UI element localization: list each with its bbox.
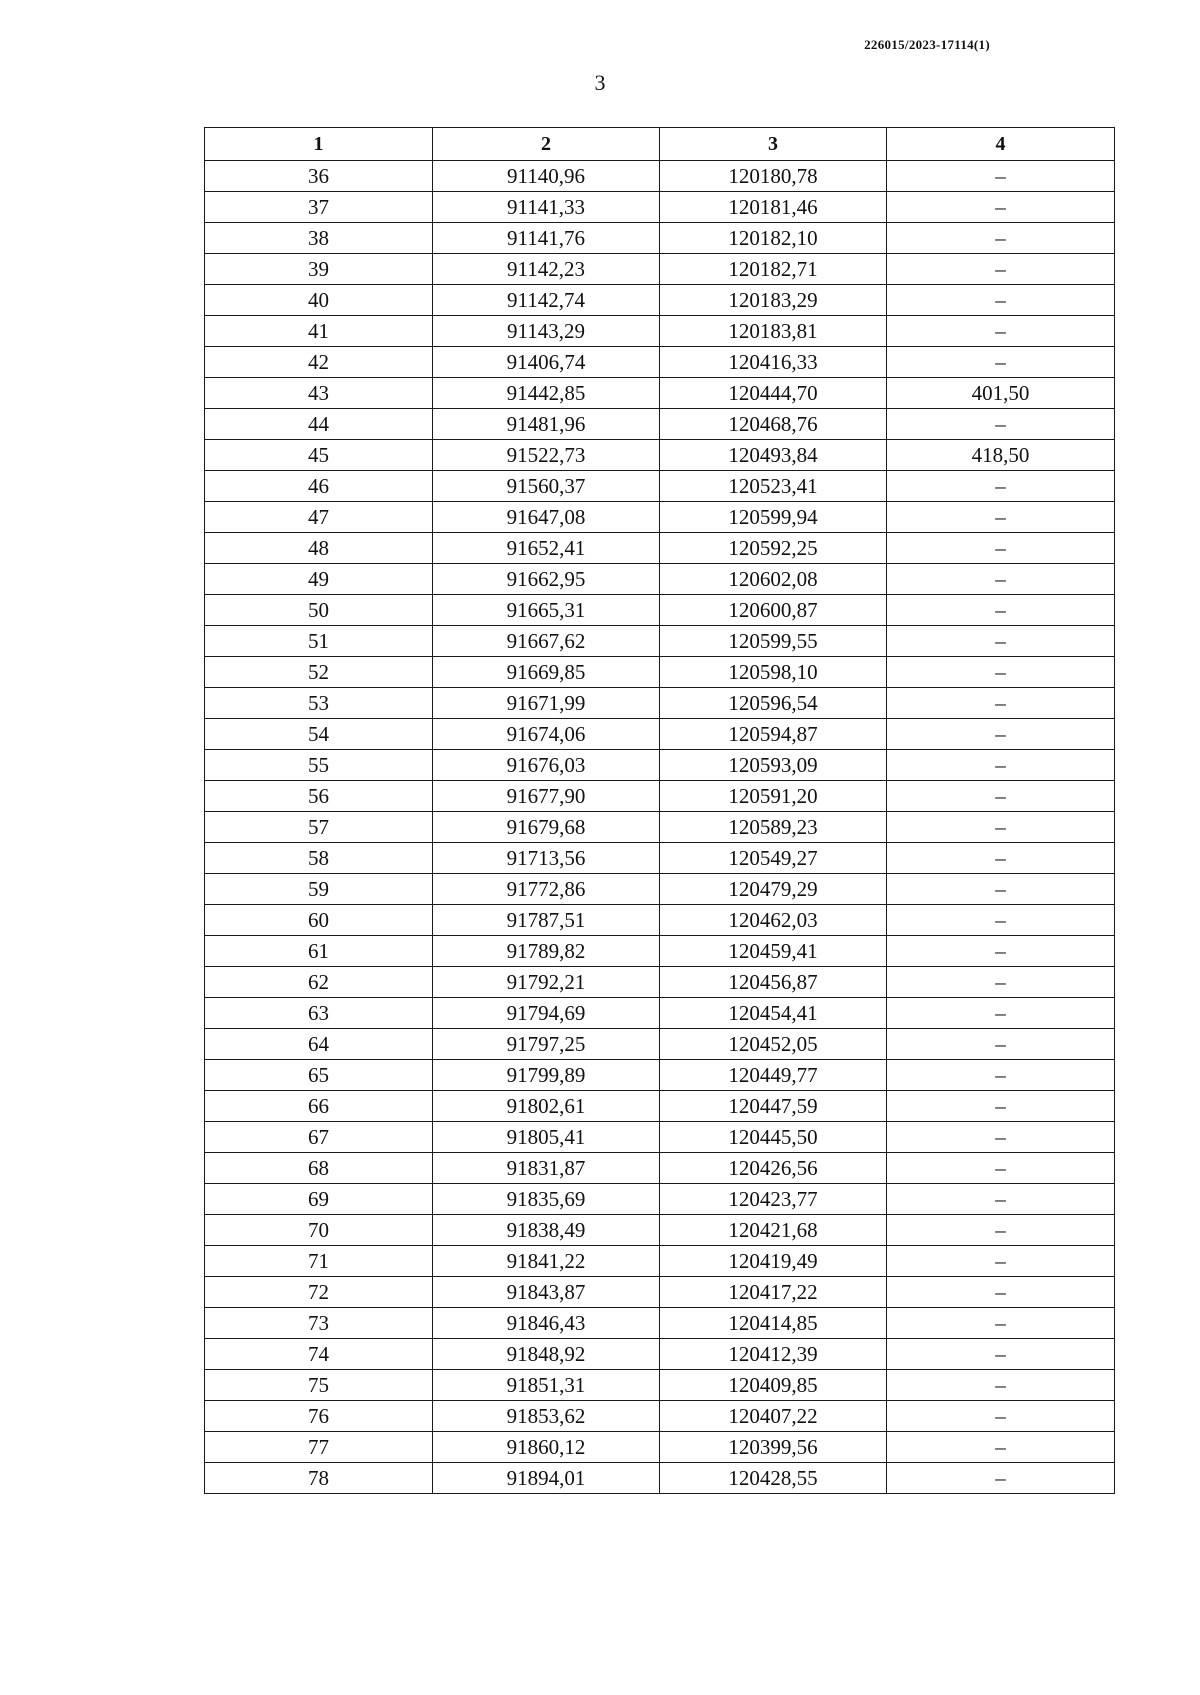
distance-cell: – xyxy=(887,1184,1115,1215)
y-coordinate-cell: 120449,77 xyxy=(660,1060,887,1091)
distance-cell: – xyxy=(887,192,1115,223)
y-coordinate-cell: 120407,22 xyxy=(660,1401,887,1432)
x-coordinate-cell: 91676,03 xyxy=(433,750,660,781)
distance-cell: – xyxy=(887,781,1115,812)
point-number-cell: 67 xyxy=(205,1122,433,1153)
point-number-cell: 75 xyxy=(205,1370,433,1401)
table-row xyxy=(205,1339,1115,1370)
distance-cell: – xyxy=(887,1246,1115,1277)
point-number-cell: 55 xyxy=(205,750,433,781)
distance-cell: – xyxy=(887,161,1115,192)
y-coordinate-cell: 120468,76 xyxy=(660,409,887,440)
page-number: 3 xyxy=(594,70,606,95)
distance-cell: – xyxy=(887,657,1115,688)
x-coordinate-cell: 91713,56 xyxy=(433,843,660,874)
table-row xyxy=(205,1432,1115,1463)
point-number-cell: 39 xyxy=(205,254,433,285)
distance-cell: – xyxy=(887,1370,1115,1401)
y-coordinate-cell: 120183,29 xyxy=(660,285,887,316)
x-coordinate-cell: 91141,33 xyxy=(433,192,660,223)
x-coordinate-cell: 91481,96 xyxy=(433,409,660,440)
table-row xyxy=(205,595,1115,626)
x-coordinate-cell: 91671,99 xyxy=(433,688,660,719)
distance-cell: – xyxy=(887,471,1115,502)
y-coordinate-cell: 120593,09 xyxy=(660,750,887,781)
point-number-cell: 45 xyxy=(205,440,433,471)
y-coordinate-cell: 120602,08 xyxy=(660,564,887,595)
x-coordinate-cell: 91406,74 xyxy=(433,347,660,378)
distance-cell: – xyxy=(887,967,1115,998)
y-coordinate-cell: 120596,54 xyxy=(660,688,887,719)
distance-cell: – xyxy=(887,626,1115,657)
distance-cell: – xyxy=(887,595,1115,626)
y-coordinate-cell: 120594,87 xyxy=(660,719,887,750)
x-coordinate-cell: 91853,62 xyxy=(433,1401,660,1432)
table-row xyxy=(205,626,1115,657)
table-row xyxy=(205,1060,1115,1091)
table-row xyxy=(205,316,1115,347)
distance-cell: – xyxy=(887,1463,1115,1494)
y-coordinate-cell: 120426,56 xyxy=(660,1153,887,1184)
point-number-cell: 69 xyxy=(205,1184,433,1215)
distance-cell: – xyxy=(887,409,1115,440)
distance-cell: – xyxy=(887,874,1115,905)
x-coordinate-cell: 91142,74 xyxy=(433,285,660,316)
table-row xyxy=(205,905,1115,936)
x-coordinate-cell: 91841,22 xyxy=(433,1246,660,1277)
y-coordinate-cell: 120479,29 xyxy=(660,874,887,905)
point-number-cell: 73 xyxy=(205,1308,433,1339)
x-coordinate-cell: 91843,87 xyxy=(433,1277,660,1308)
distance-cell: 418,50 xyxy=(887,440,1115,471)
distance-cell: – xyxy=(887,905,1115,936)
x-coordinate-cell: 91838,49 xyxy=(433,1215,660,1246)
x-coordinate-cell: 91647,08 xyxy=(433,502,660,533)
x-coordinate-cell: 91894,01 xyxy=(433,1463,660,1494)
x-coordinate-cell: 91442,85 xyxy=(433,378,660,409)
x-coordinate-cell: 91787,51 xyxy=(433,905,660,936)
point-number-cell: 40 xyxy=(205,285,433,316)
distance-cell: – xyxy=(887,1401,1115,1432)
distance-cell: – xyxy=(887,998,1115,1029)
y-coordinate-cell: 120493,84 xyxy=(660,440,887,471)
distance-cell: – xyxy=(887,1339,1115,1370)
point-number-cell: 60 xyxy=(205,905,433,936)
distance-cell: – xyxy=(887,502,1115,533)
table-row xyxy=(205,1277,1115,1308)
point-number-cell: 49 xyxy=(205,564,433,595)
table-row xyxy=(205,1215,1115,1246)
y-coordinate-cell: 120183,81 xyxy=(660,316,887,347)
distance-cell: – xyxy=(887,719,1115,750)
distance-cell: – xyxy=(887,1091,1115,1122)
y-coordinate-cell: 120414,85 xyxy=(660,1308,887,1339)
distance-cell: – xyxy=(887,812,1115,843)
table-row xyxy=(205,1184,1115,1215)
point-number-cell: 50 xyxy=(205,595,433,626)
point-number-cell: 54 xyxy=(205,719,433,750)
x-coordinate-cell: 91662,95 xyxy=(433,564,660,595)
distance-cell: – xyxy=(887,936,1115,967)
table-row xyxy=(205,936,1115,967)
table-row xyxy=(205,1463,1115,1494)
table-row xyxy=(205,1246,1115,1277)
x-coordinate-cell: 91679,68 xyxy=(433,812,660,843)
distance-cell: – xyxy=(887,316,1115,347)
y-coordinate-cell: 120445,50 xyxy=(660,1122,887,1153)
table-row xyxy=(205,874,1115,905)
table-row xyxy=(205,812,1115,843)
x-coordinate-cell: 91677,90 xyxy=(433,781,660,812)
point-number-cell: 43 xyxy=(205,378,433,409)
column-header-1: 1 xyxy=(205,128,433,161)
table-row xyxy=(205,781,1115,812)
distance-cell: – xyxy=(887,688,1115,719)
y-coordinate-cell: 120419,49 xyxy=(660,1246,887,1277)
distance-cell: – xyxy=(887,1432,1115,1463)
point-number-cell: 65 xyxy=(205,1060,433,1091)
y-coordinate-cell: 120423,77 xyxy=(660,1184,887,1215)
table-header-row xyxy=(205,128,1115,161)
point-number-cell: 37 xyxy=(205,192,433,223)
point-number-cell: 74 xyxy=(205,1339,433,1370)
point-number-cell: 70 xyxy=(205,1215,433,1246)
table-row xyxy=(205,378,1115,409)
y-coordinate-cell: 120180,78 xyxy=(660,161,887,192)
y-coordinate-cell: 120589,23 xyxy=(660,812,887,843)
y-coordinate-cell: 120428,55 xyxy=(660,1463,887,1494)
table-row xyxy=(205,564,1115,595)
distance-cell: 401,50 xyxy=(887,378,1115,409)
table-row xyxy=(205,688,1115,719)
table-row xyxy=(205,192,1115,223)
y-coordinate-cell: 120599,94 xyxy=(660,502,887,533)
y-coordinate-cell: 120416,33 xyxy=(660,347,887,378)
table-row xyxy=(205,1122,1115,1153)
table-row xyxy=(205,657,1115,688)
point-number-cell: 66 xyxy=(205,1091,433,1122)
table-row xyxy=(205,719,1115,750)
point-number-cell: 64 xyxy=(205,1029,433,1060)
x-coordinate-cell: 91652,41 xyxy=(433,533,660,564)
x-coordinate-cell: 91792,21 xyxy=(433,967,660,998)
distance-cell: – xyxy=(887,254,1115,285)
x-coordinate-cell: 91560,37 xyxy=(433,471,660,502)
y-coordinate-cell: 120182,10 xyxy=(660,223,887,254)
x-coordinate-cell: 91851,31 xyxy=(433,1370,660,1401)
y-coordinate-cell: 120459,41 xyxy=(660,936,887,967)
x-coordinate-cell: 91860,12 xyxy=(433,1432,660,1463)
point-number-cell: 53 xyxy=(205,688,433,719)
table-row xyxy=(205,1370,1115,1401)
distance-cell: – xyxy=(887,285,1115,316)
point-number-cell: 51 xyxy=(205,626,433,657)
y-coordinate-cell: 120417,22 xyxy=(660,1277,887,1308)
x-coordinate-cell: 91522,73 xyxy=(433,440,660,471)
distance-cell: – xyxy=(887,843,1115,874)
y-coordinate-cell: 120421,68 xyxy=(660,1215,887,1246)
distance-cell: – xyxy=(887,750,1115,781)
point-number-cell: 72 xyxy=(205,1277,433,1308)
column-header-4: 4 xyxy=(887,128,1115,161)
x-coordinate-cell: 91831,87 xyxy=(433,1153,660,1184)
y-coordinate-cell: 120444,70 xyxy=(660,378,887,409)
point-number-cell: 41 xyxy=(205,316,433,347)
x-coordinate-cell: 91665,31 xyxy=(433,595,660,626)
table-row xyxy=(205,285,1115,316)
y-coordinate-cell: 120549,27 xyxy=(660,843,887,874)
point-number-cell: 57 xyxy=(205,812,433,843)
table-row xyxy=(205,843,1115,874)
point-number-cell: 62 xyxy=(205,967,433,998)
point-number-cell: 44 xyxy=(205,409,433,440)
y-coordinate-cell: 120181,46 xyxy=(660,192,887,223)
document-number: 226015/2023-17114(1) xyxy=(864,37,990,52)
y-coordinate-cell: 120182,71 xyxy=(660,254,887,285)
y-coordinate-cell: 120452,05 xyxy=(660,1029,887,1060)
x-coordinate-cell: 91674,06 xyxy=(433,719,660,750)
point-number-cell: 76 xyxy=(205,1401,433,1432)
x-coordinate-cell: 91805,41 xyxy=(433,1122,660,1153)
x-coordinate-cell: 91846,43 xyxy=(433,1308,660,1339)
coordinates-table xyxy=(204,127,1115,1494)
y-coordinate-cell: 120412,39 xyxy=(660,1339,887,1370)
point-number-cell: 48 xyxy=(205,533,433,564)
x-coordinate-cell: 91797,25 xyxy=(433,1029,660,1060)
x-coordinate-cell: 91140,96 xyxy=(433,161,660,192)
x-coordinate-cell: 91669,85 xyxy=(433,657,660,688)
column-header-2: 2 xyxy=(433,128,660,161)
x-coordinate-cell: 91772,86 xyxy=(433,874,660,905)
distance-cell: – xyxy=(887,1308,1115,1339)
table-row xyxy=(205,223,1115,254)
table-row xyxy=(205,967,1115,998)
y-coordinate-cell: 120592,25 xyxy=(660,533,887,564)
table-row xyxy=(205,471,1115,502)
x-coordinate-cell: 91667,62 xyxy=(433,626,660,657)
point-number-cell: 59 xyxy=(205,874,433,905)
y-coordinate-cell: 120409,85 xyxy=(660,1370,887,1401)
y-coordinate-cell: 120523,41 xyxy=(660,471,887,502)
y-coordinate-cell: 120591,20 xyxy=(660,781,887,812)
distance-cell: – xyxy=(887,1215,1115,1246)
table-row xyxy=(205,1401,1115,1432)
y-coordinate-cell: 120399,56 xyxy=(660,1432,887,1463)
column-header-3: 3 xyxy=(660,128,887,161)
distance-cell: – xyxy=(887,347,1115,378)
x-coordinate-cell: 91143,29 xyxy=(433,316,660,347)
point-number-cell: 68 xyxy=(205,1153,433,1184)
distance-cell: – xyxy=(887,533,1115,564)
table-row xyxy=(205,440,1115,471)
distance-cell: – xyxy=(887,1122,1115,1153)
point-number-cell: 77 xyxy=(205,1432,433,1463)
point-number-cell: 46 xyxy=(205,471,433,502)
distance-cell: – xyxy=(887,564,1115,595)
table-row xyxy=(205,347,1115,378)
distance-cell: – xyxy=(887,1029,1115,1060)
table-row xyxy=(205,254,1115,285)
table-body xyxy=(205,161,1115,1494)
point-number-cell: 47 xyxy=(205,502,433,533)
table-row xyxy=(205,161,1115,192)
table-row xyxy=(205,502,1115,533)
table-row xyxy=(205,533,1115,564)
table-row xyxy=(205,1153,1115,1184)
point-number-cell: 61 xyxy=(205,936,433,967)
table-row xyxy=(205,1091,1115,1122)
x-coordinate-cell: 91794,69 xyxy=(433,998,660,1029)
table-row xyxy=(205,1029,1115,1060)
x-coordinate-cell: 91789,82 xyxy=(433,936,660,967)
point-number-cell: 36 xyxy=(205,161,433,192)
table-row xyxy=(205,409,1115,440)
table-row xyxy=(205,1308,1115,1339)
y-coordinate-cell: 120456,87 xyxy=(660,967,887,998)
y-coordinate-cell: 120599,55 xyxy=(660,626,887,657)
point-number-cell: 58 xyxy=(205,843,433,874)
point-number-cell: 52 xyxy=(205,657,433,688)
table-row xyxy=(205,750,1115,781)
x-coordinate-cell: 91799,89 xyxy=(433,1060,660,1091)
distance-cell: – xyxy=(887,223,1115,254)
point-number-cell: 71 xyxy=(205,1246,433,1277)
x-coordinate-cell: 91802,61 xyxy=(433,1091,660,1122)
y-coordinate-cell: 120462,03 xyxy=(660,905,887,936)
distance-cell: – xyxy=(887,1060,1115,1091)
point-number-cell: 78 xyxy=(205,1463,433,1494)
distance-cell: – xyxy=(887,1277,1115,1308)
x-coordinate-cell: 91848,92 xyxy=(433,1339,660,1370)
point-number-cell: 42 xyxy=(205,347,433,378)
y-coordinate-cell: 120447,59 xyxy=(660,1091,887,1122)
point-number-cell: 56 xyxy=(205,781,433,812)
distance-cell: – xyxy=(887,1153,1115,1184)
y-coordinate-cell: 120598,10 xyxy=(660,657,887,688)
y-coordinate-cell: 120454,41 xyxy=(660,998,887,1029)
x-coordinate-cell: 91142,23 xyxy=(433,254,660,285)
table-row xyxy=(205,998,1115,1029)
x-coordinate-cell: 91835,69 xyxy=(433,1184,660,1215)
y-coordinate-cell: 120600,87 xyxy=(660,595,887,626)
point-number-cell: 38 xyxy=(205,223,433,254)
x-coordinate-cell: 91141,76 xyxy=(433,223,660,254)
point-number-cell: 63 xyxy=(205,998,433,1029)
